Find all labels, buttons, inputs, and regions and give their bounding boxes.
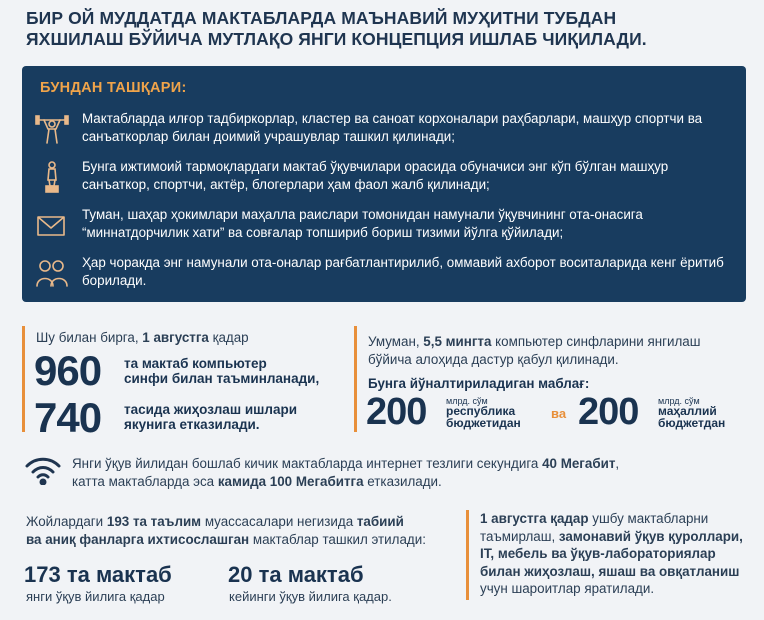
stat-740: 740 bbox=[34, 394, 102, 441]
funding-amount-local: 200 bbox=[578, 391, 639, 433]
equip-l4: билан жиҳозлаш, яшаш ва овқатланиш bbox=[480, 563, 740, 579]
left-intro-post: қадар bbox=[208, 330, 249, 345]
envelope-icon bbox=[34, 208, 70, 242]
schools-l1-mid: муассасалари негизида bbox=[201, 514, 357, 529]
panel-item-text: Бунга ижтимоий тармоқлардаги мактаб ўқувчилари орасида обуначиси энг кўп бўлган машҳур санъаткор, спортчи, актёр, блогерлари ҳам фаол жалб қилинади; bbox=[82, 159, 669, 192]
additional-measures-panel bbox=[22, 66, 746, 302]
funding-unit-local: млрд. сўм bbox=[658, 396, 700, 406]
panel-item bbox=[34, 206, 738, 252]
funding-label: Бунга йўналтириладиган маблағ: bbox=[368, 376, 590, 391]
stat-960-desc bbox=[124, 356, 319, 386]
wifi-icon bbox=[24, 455, 62, 485]
funding-source-republic bbox=[446, 405, 521, 429]
right-intro-post: компьютер синфларини янгилаш bbox=[491, 334, 701, 349]
internet-line1-pre: Янги ўқув йилидан бошлаб кичик мактабларда интернет тезлиги секундига bbox=[72, 456, 543, 471]
parents-icon bbox=[34, 256, 70, 290]
funding-source-republic-line2: бюджетидан bbox=[446, 416, 521, 430]
schools-count-2: 20 та мактаб bbox=[228, 562, 364, 587]
schools-count-1: 173 та мактаб bbox=[24, 562, 172, 587]
funding-source-local bbox=[658, 405, 725, 429]
schools-l2-post: мактаблар ташкил этилади: bbox=[249, 532, 426, 547]
panel-item-text: Ҳар чоракда энг намунали ота-оналар рағбатлантирилиб, оммавий ахборот воситаларида кенг ёритиб борилади. bbox=[82, 255, 724, 288]
equip-l2-bold: замонавий ўқув қуроллари, bbox=[558, 528, 743, 544]
weightlifter-icon bbox=[34, 112, 70, 146]
panel-item-text: Туман, шаҳар ҳокимлари маҳалла раислари томонидан намунали ўқувчининг ота-онасига “миннатдорчилик хати” ва совғалар топшириб бориш тизими йўлга қўйилади; bbox=[82, 207, 643, 240]
schools-count-2-sub: кейинги ўқув йилига қадар. bbox=[229, 589, 392, 604]
schools-l1-bold2: табиий bbox=[356, 514, 404, 529]
right-intro bbox=[368, 333, 758, 369]
funding-unit-republic: млрд. сўм bbox=[446, 396, 488, 406]
panel-heading: БУНДАН ТАШҚАРИ: bbox=[40, 80, 187, 96]
stat-740-desc bbox=[124, 402, 297, 432]
equip-accent-bar bbox=[466, 510, 469, 600]
equip-l5: учун шароитлар яратилади. bbox=[480, 581, 655, 596]
left-intro bbox=[36, 329, 249, 347]
panel-item bbox=[34, 254, 738, 300]
schools-count-1-sub: янги ўқув йилига қадар bbox=[26, 589, 165, 604]
equip-l2-pre: таъмирлаш, bbox=[480, 528, 559, 544]
title-line-2: ЯХШИЛАШ БЎЙИЧА МУТЛАҚО ЯНГИ КОНЦЕПЦИЯ ИШЛАБ ЧИҚИЛАДИ. bbox=[26, 29, 647, 49]
funding-amount-republic: 200 bbox=[366, 391, 427, 433]
left-accent-bar bbox=[22, 326, 25, 432]
internet-line1-post: , bbox=[615, 456, 620, 471]
right-intro-line2: бўйича алоҳида дастур қабул қилинади. bbox=[368, 352, 619, 367]
funding-source-local-line2: бюджетдан bbox=[658, 416, 726, 430]
internet-line1-bold: 40 Мегабит bbox=[542, 456, 616, 471]
stat-740-desc-line2: якунига етказилади. bbox=[124, 417, 260, 432]
equip-l1-bold: 1 августга қадар bbox=[480, 511, 589, 526]
right-intro-pre: Умуман, bbox=[368, 334, 424, 349]
schools-intro bbox=[26, 513, 456, 549]
right-accent-bar bbox=[354, 326, 357, 432]
internet-line2-pre: катта мактабларда эса bbox=[72, 474, 218, 489]
equip-l3: IT, мебель ва ўқув-лабораториялар bbox=[480, 546, 716, 561]
schools-l1-bold1: 193 та таълим bbox=[106, 514, 202, 529]
stat-960-desc-line1: та мактаб компьютер bbox=[124, 356, 267, 371]
equip-l1-post: ушбу мактабларни bbox=[588, 511, 709, 526]
funding-source-local-line1: маҳаллий bbox=[658, 404, 717, 418]
right-intro-bold: 5,5 мингта bbox=[423, 334, 492, 349]
panel-item bbox=[34, 110, 738, 156]
panel-item bbox=[34, 158, 738, 204]
internet-line2-post: етказилади. bbox=[363, 474, 442, 489]
internet-speed-text bbox=[72, 455, 752, 491]
trophy-icon bbox=[34, 160, 70, 194]
left-intro-pre: Шу билан бирга, bbox=[36, 330, 143, 345]
left-intro-bold: 1 августга bbox=[142, 330, 209, 345]
page-title bbox=[26, 8, 746, 50]
title-line-1: БИР ОЙ МУДДАТДА МАКТАБЛАРДА МАЪНАВИЙ МУҲИТНИ ТУБДАН bbox=[26, 8, 617, 28]
stat-740-desc-line1: тасида жиҳозлаш ишлари bbox=[124, 402, 298, 417]
funding-conjunction: ва bbox=[551, 406, 567, 421]
panel-item-text: Мактабларда илғор тадбиркорлар, кластер ва саноат корхоналари раҳбарлари, машҳур спортчи ва санъаткорлар билан доимий учрашувлар ташкил қилинади; bbox=[82, 111, 703, 144]
funding-source-republic-line1: республика bbox=[446, 404, 516, 418]
internet-line2-bold: камида 100 Мегабитга bbox=[217, 474, 364, 489]
schools-l1-pre: Жойлардаги bbox=[26, 514, 107, 529]
stat-960: 960 bbox=[34, 347, 102, 394]
equip-text bbox=[480, 510, 762, 598]
stat-960-desc-line2: синфи билан таъминланади, bbox=[124, 371, 320, 386]
schools-l2-bold: ва аниқ фанларга ихтисослашган bbox=[26, 532, 250, 547]
